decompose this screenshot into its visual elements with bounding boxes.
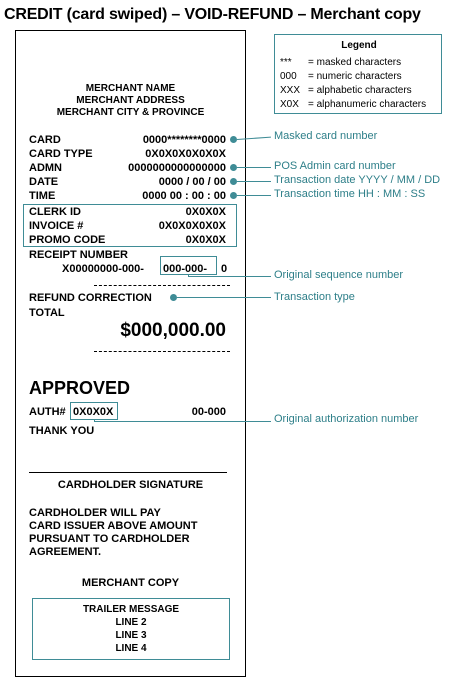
card-type-label: CARD TYPE: [29, 148, 93, 160]
callout-dot: [170, 294, 177, 301]
card-type-value: 0X0X0X0X0X0X: [145, 148, 226, 160]
callout-dot: [230, 136, 237, 143]
admn-value: 0000000000000000: [128, 162, 226, 174]
date-label: DATE: [29, 176, 59, 188]
trailer-line: LINE 3: [115, 630, 147, 641]
clerk-id-value: 0X0X0X: [185, 206, 226, 218]
auth-code-box: [70, 402, 118, 420]
dashed-divider: [94, 285, 230, 286]
annotation-pos-admin: POS Admin card number: [274, 160, 396, 172]
auth-value: 00-000: [191, 406, 226, 418]
time-label: TIME: [29, 190, 56, 202]
merchant-copy: MERCHANT COPY: [81, 577, 180, 589]
merchant-city: MERCHANT CITY & PROVINCE: [56, 107, 205, 118]
legend-row: [280, 57, 401, 68]
trailer-line: LINE 2: [115, 617, 147, 628]
callout-line: [237, 167, 271, 168]
callout-line: [237, 195, 271, 196]
annotation-txn-date: Transaction date YYYY / MM / DD: [274, 174, 441, 186]
auth-label: AUTH#: [29, 406, 66, 418]
admn-label: ADMN: [29, 162, 62, 174]
sequence-box: [160, 256, 217, 275]
annotation-txn-type: Transaction type: [274, 291, 355, 303]
legend-row: [280, 85, 412, 96]
legend-key: XXX: [280, 85, 301, 96]
legend-key: ***: [280, 57, 292, 68]
receipt-number-part-b: 000-000-: [163, 263, 208, 275]
promo-label: PROMO CODE: [29, 234, 106, 246]
signature-line: [29, 472, 227, 473]
time-value: 0000 00 : 00 : 00: [142, 190, 226, 202]
callout-dot: [230, 178, 237, 185]
receipt-number-part-c: 0: [221, 263, 228, 275]
callout-line: [237, 181, 271, 182]
trailer-line: LINE 4: [115, 643, 147, 654]
legend-desc: = alphabetic characters: [308, 85, 412, 96]
signature-label: CARDHOLDER SIGNATURE: [57, 479, 204, 491]
legend-desc: = alphanumeric characters: [308, 99, 427, 110]
merchant-address: MERCHANT ADDRESS: [76, 95, 185, 106]
annotation-masked-card: Masked card number: [274, 130, 378, 142]
annotation-txn-time: Transaction time HH : MM : SS: [274, 188, 426, 200]
invoice-label: INVOICE #: [29, 220, 84, 232]
agreement-line: CARD ISSUER ABOVE AMOUNT: [29, 520, 198, 532]
legend-key: 000: [280, 71, 297, 82]
thank-you: THANK YOU: [29, 425, 95, 437]
card-value: 0000********0000: [142, 134, 226, 146]
agreement-line: CARDHOLDER WILL PAY: [29, 507, 161, 519]
total-amount: $000,000.00: [120, 320, 226, 341]
callout-dot: [230, 192, 237, 199]
legend-key: X0X: [280, 99, 299, 110]
callout-line: [94, 421, 271, 422]
legend-desc: = numeric characters: [308, 71, 402, 82]
date-value: 0000 / 00 / 00: [158, 176, 226, 188]
invoice-value: 0X0X0X0X0X: [158, 220, 226, 232]
total-label: TOTAL: [29, 307, 65, 319]
receipt-number-part-a: X00000000-000-: [62, 263, 144, 275]
auth-code: 0X0X0X: [73, 406, 114, 418]
approved-status: APPROVED: [29, 378, 131, 398]
callout-dot: [230, 164, 237, 171]
trailer-box: [32, 598, 230, 660]
legend-title: Legend: [341, 40, 377, 51]
clerk-id-label: CLERK ID: [29, 206, 81, 218]
promo-value: 0X0X0X: [185, 234, 226, 246]
merchant-name: MERCHANT NAME: [85, 83, 176, 94]
agreement-line: AGREEMENT.: [29, 546, 102, 558]
dashed-divider: [94, 351, 230, 352]
callout-line: [177, 297, 271, 298]
legend-row: [280, 71, 402, 82]
legend-box: [274, 34, 442, 114]
receipt-number-label: RECEIPT NUMBER: [29, 249, 129, 261]
card-label: CARD: [29, 134, 61, 146]
annotation-orig-auth: Original authorization number: [274, 413, 419, 425]
refund-correction: REFUND CORRECTION: [29, 292, 152, 304]
trailer-line: TRAILER MESSAGE: [82, 604, 180, 615]
page-title: CREDIT (card swiped) – VOID-REFUND – Merchant copy: [4, 6, 421, 23]
legend-row: [280, 99, 426, 110]
agreement-line: PURSUANT TO CARDHOLDER: [29, 533, 190, 545]
legend-desc: = masked characters: [308, 57, 402, 68]
annotation-orig-seq: Original sequence number: [274, 269, 404, 281]
callout-line: [188, 276, 271, 277]
